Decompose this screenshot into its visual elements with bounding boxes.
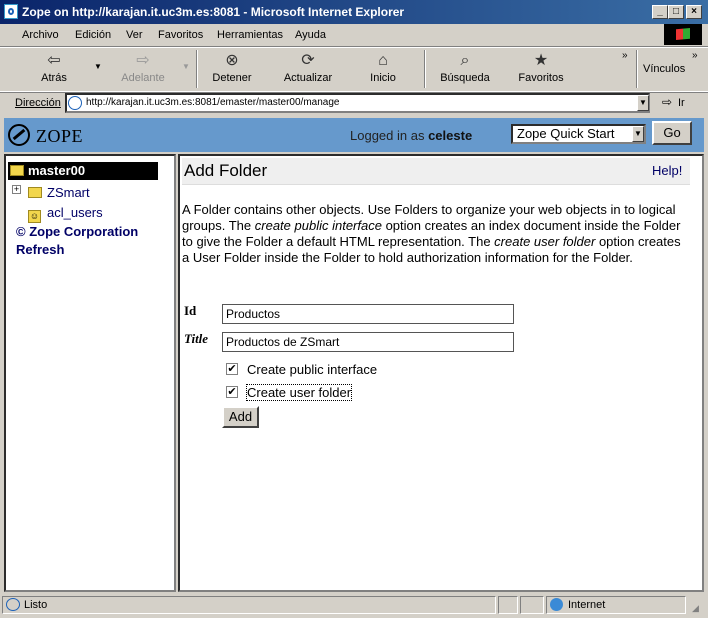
help-link[interactable]: Help! — [652, 163, 683, 178]
menu-edicion[interactable]: Edición — [75, 29, 112, 41]
window-title: Zope on http://karajan.it.uc3m.es:8081 - Microsoft Internet Explorer — [22, 5, 405, 19]
zope-logo-icon — [8, 124, 30, 146]
back-dropdown-icon[interactable]: ▼ — [94, 62, 102, 71]
user-folder-checkbox[interactable]: ✔ — [227, 386, 237, 398]
username: celeste — [428, 128, 473, 143]
windows-logo-icon — [664, 24, 702, 45]
ie-app-icon — [4, 4, 18, 19]
zone-panel — [546, 596, 686, 614]
resize-grip-icon[interactable]: ◢ — [692, 603, 699, 613]
zope-corporation-link[interactable]: © Zope Corporation — [16, 224, 139, 239]
forward-dropdown-icon[interactable]: ▼ — [182, 62, 190, 71]
links-toolbar[interactable]: Vínculos — [643, 63, 686, 75]
page-status-icon — [6, 598, 20, 611]
logged-in-text: Logged in as celeste — [350, 128, 473, 143]
address-go-button[interactable]: Ir — [678, 97, 685, 109]
status-panel — [498, 596, 518, 614]
stop-button[interactable]: ⊗ Detener — [210, 52, 254, 84]
refresh-page-icon: ⟳ — [301, 52, 315, 69]
id-label: Id — [184, 303, 197, 318]
home-icon: ⌂ — [378, 52, 388, 69]
toolbar-separator — [424, 50, 426, 88]
expand-icon[interactable]: + — [13, 184, 20, 194]
refresh-button[interactable]: ⟳ Actualizar — [283, 52, 333, 84]
user-folder-label: Create user folder — [247, 385, 352, 400]
menu-archivo[interactable]: Archivo — [22, 29, 59, 41]
search-icon: ⌕ — [460, 52, 470, 69]
address-label: Dirección — [15, 97, 61, 109]
go-arrow-icon[interactable]: ⇨ — [662, 95, 673, 109]
add-button[interactable]: Add — [222, 406, 259, 428]
toolbar-more-chevron-icon[interactable]: » — [622, 50, 628, 61]
menu-ver[interactable]: Ver — [126, 29, 143, 41]
public-interface-checkbox[interactable]: ✔ — [227, 363, 237, 375]
refresh-link[interactable]: Refresh — [16, 242, 65, 257]
user-folder-icon: ☺ — [29, 211, 40, 221]
public-interface-label: Create public interface — [247, 362, 378, 377]
zone-text: Internet — [568, 599, 606, 611]
forward-button[interactable]: ⇨ Adelante — [118, 52, 168, 84]
status-panel — [520, 596, 544, 614]
folder-icon — [10, 165, 24, 176]
tree-item-acl-users[interactable]: ☺ acl_users — [29, 205, 103, 221]
zope-logo-text: ZOPE — [36, 126, 83, 146]
forward-arrow-icon: ⇨ — [136, 52, 150, 69]
favorites-folder-icon: ★ — [533, 52, 549, 69]
tree-root-item[interactable]: master00 — [8, 162, 158, 180]
address-dropdown-icon[interactable]: ▼ — [637, 95, 649, 111]
title-label: Title — [184, 331, 209, 346]
toolbar-separator — [196, 50, 198, 88]
links-more-chevron-icon[interactable]: » — [692, 50, 698, 61]
favorites-button[interactable]: ★ Favoritos — [516, 52, 566, 84]
quick-start-select[interactable]: Zope Quick Start — [511, 124, 646, 144]
status-panel — [2, 596, 496, 614]
stop-icon: ⊗ — [225, 52, 239, 69]
back-arrow-icon: ⇦ — [47, 52, 61, 69]
toolbar-separator — [636, 50, 638, 88]
title-input[interactable]: Productos de ZSmart — [222, 332, 514, 352]
form-description: A Folder contains other objects. Use Folders to organize your web objects in to logical groups. The create public interface option creates an index document inside the Folder to give the Folder a default HTML representation. The create user folder option creates a User Folder inside the Folder to hold authorization information for the Folder. — [182, 202, 681, 265]
folder-icon — [28, 187, 42, 198]
page-title: Add Folder — [184, 161, 268, 180]
home-button[interactable]: ⌂ Inicio — [366, 52, 400, 84]
menu-favoritos[interactable]: Favoritos — [158, 29, 204, 41]
search-button[interactable]: ⌕ Búsqueda — [438, 52, 492, 84]
minimize-button[interactable]: _ — [652, 5, 668, 19]
back-button[interactable]: ⇦ Atrás — [38, 52, 70, 84]
tree-item-zsmart[interactable]: ZSmart — [28, 185, 90, 200]
menu-ayuda[interactable]: Ayuda — [295, 29, 326, 41]
close-button[interactable]: × — [686, 5, 702, 19]
maximize-button[interactable]: □ — [668, 5, 684, 19]
address-url[interactable]: http://karajan.it.uc3m.es:8081/emaster/master00/manage — [86, 97, 340, 108]
menu-herramientas[interactable]: Herramientas — [217, 29, 284, 41]
go-button[interactable]: Go — [652, 121, 692, 145]
id-input[interactable]: Productos — [222, 304, 514, 324]
globe-icon — [550, 598, 563, 611]
status-text: Listo — [24, 599, 48, 611]
chevron-down-icon[interactable]: ▼ — [632, 126, 644, 142]
page-icon — [68, 96, 82, 110]
toolbar — [0, 47, 708, 93]
